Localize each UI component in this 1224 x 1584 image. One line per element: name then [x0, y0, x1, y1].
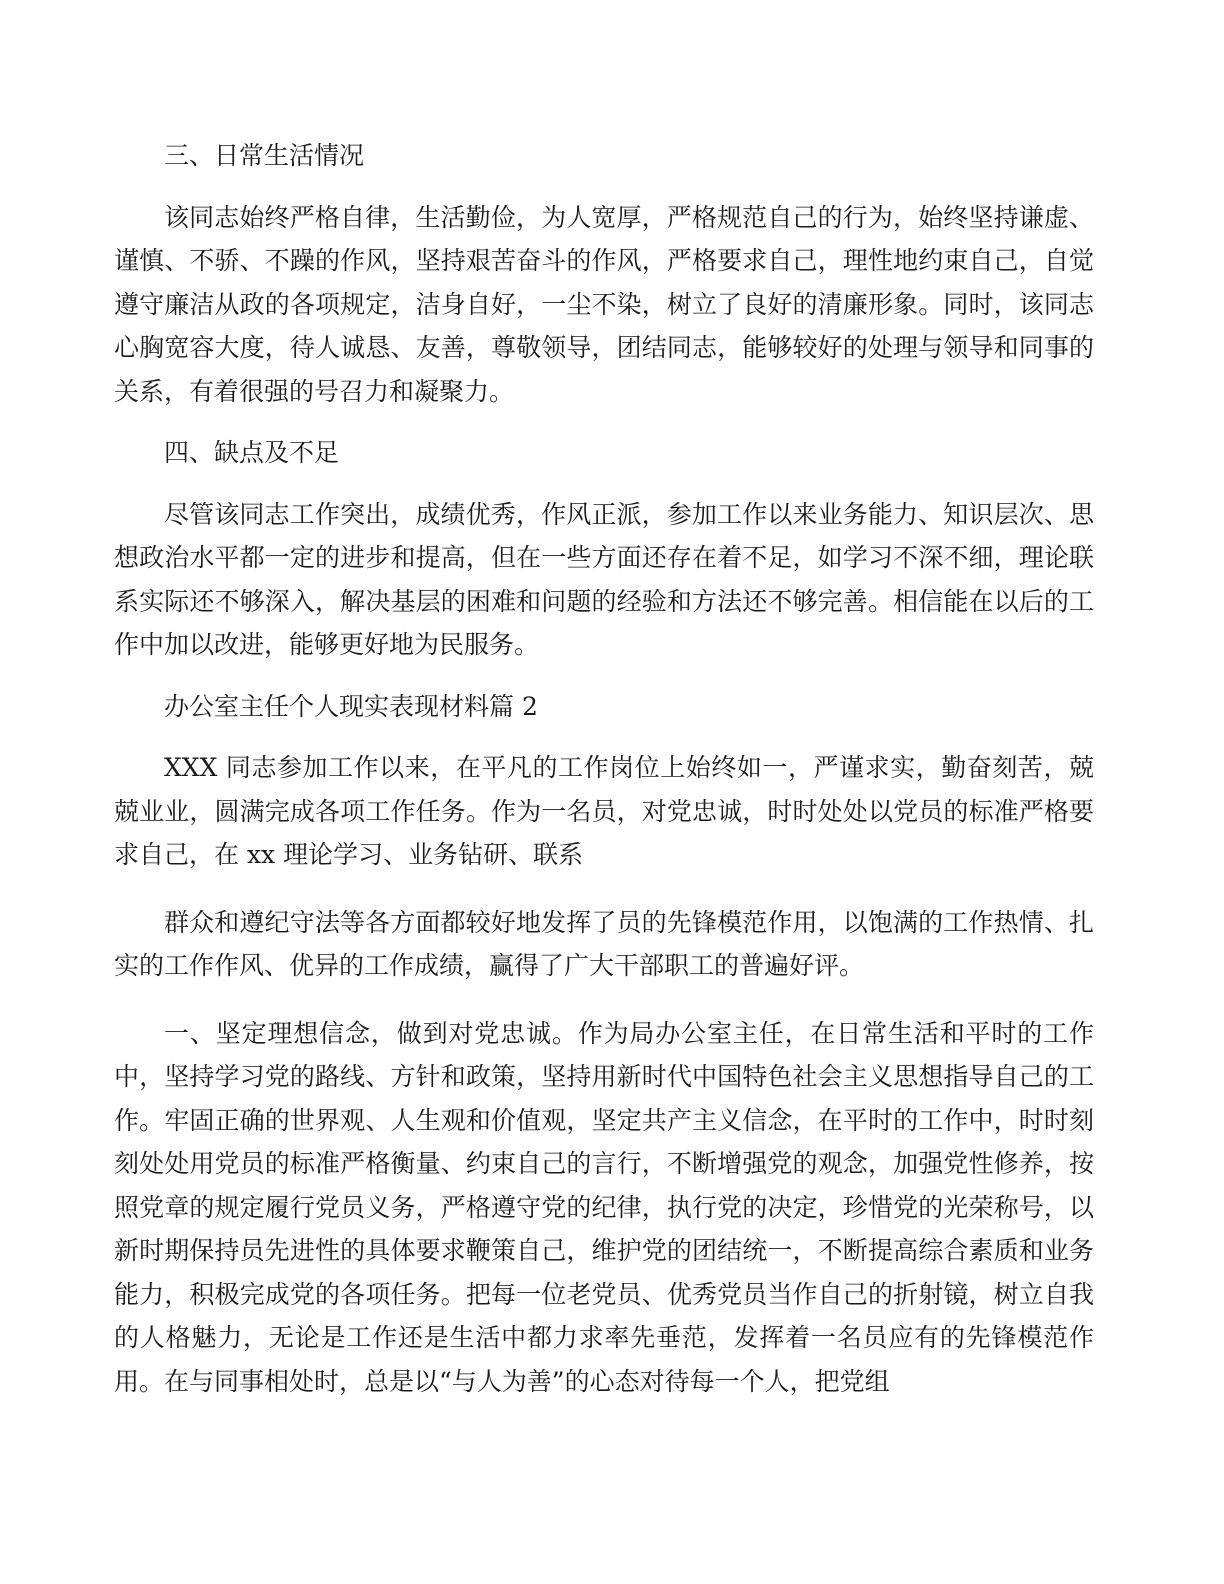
paragraph-intro: XXX 同志参加工作以来，在平凡的工作岗位上始终如一，严谨求实，勤奋刻苦，兢兢业业，圆满完成各项工作任务。作为一名员，对党忠诚，时时处处以党员的标准严格要求自己，在 xx 理论学习、业务钻研、联系 — [114, 753, 1094, 869]
paragraph-ideals-and-loyalty: 一、坚定理想信念，做到对党忠诚。作为局办公室主任，在日常生活和平时的工作中，坚持学习党的路线、方针和政策，坚持用新时代中国特色社会主义思想指导自己的工作。牢固正确的世界观、人生观和价值观，坚定共产主义信念，在平时的工作中，时时刻刻处处用党员的标准严格衡量、约束自己的言行，不断增强党的观念，加强党性修养，按照党章的规定履行党员义务，严格遵守党的纪律，执行党的决定，珍惜党的光荣称号，以新时期保持员先进性的具体要求鞭策自己，维护党的团结统一，不断提高综合素质和业务能力，积极完成党的各项任务。把每一位老党员、优秀党员当作自己的折射镜，树立自我的人格魅力，无论是工作还是生活中都力求率先垂范，发挥着一名员应有的先锋模范作用。在与同事相处时，总是以“与人为善”的心态对待每一个人，把党组 — [114, 1018, 1094, 1396]
paragraph-intro-continued: 群众和遵纪守法等各方面都较好地发挥了员的先锋模范作用，以饱满的工作热情、扎实的工作作风、优异的工作成绩，赢得了广大干部职工的普遍好评。 — [114, 907, 1094, 980]
paragraph-shortcomings: 尽管该同志工作突出，成绩优秀，作风正派，参加工作以来业务能力、知识层次、思想政治水平都一定的进步和提高，但在一些方面还存在着不足，如学习不深不细，理论联系实际还不够深入，解决基层的困难和问题的经验和方法还不够完善。相信能在以后的工作中加以改进，能够更好地为民服务。 — [114, 499, 1094, 659]
section-heading-shortcomings: 四、缺点及不足 — [164, 438, 340, 467]
article-title-part-2: 办公室主任个人现实表现材料篇 2 — [164, 691, 538, 721]
paragraph-daily-life: 该同志始终严格自律，生活勤俭，为人宽厚，严格规范自己的行为，始终坚持谦虚、谨慎、不骄、不躁的作风，坚持艰苦奋斗的作风，严格要求自己，理性地约束自己，自觉遵守廉洁从政的各项规定，洁身自好，一尘不染，树立了良好的清廉形象。同时，该同志心胸宽容大度，待人诚恳、友善，尊敬领导，团结同志，能够较好的处理与领导和同事的关系，有着很强的号召力和凝聚力。 — [114, 202, 1094, 406]
section-heading-daily-life: 三、日常生活情况 — [164, 141, 365, 170]
document-body — [114, 134, 1094, 1421]
